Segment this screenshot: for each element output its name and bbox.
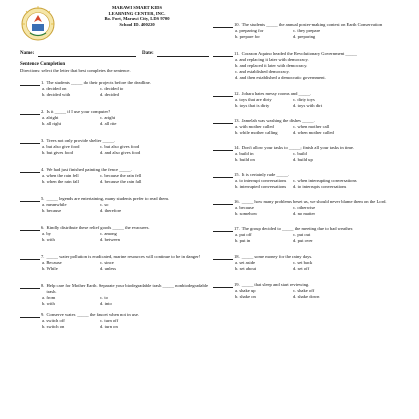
answer-option[interactable]: c. because the rain fell [100, 173, 142, 178]
question-number: 1. [41, 80, 45, 85]
question-item [213, 226, 403, 244]
question-number: 3. [41, 138, 45, 143]
answer-option[interactable]: b. switch on [42, 324, 65, 329]
question-number: 16. [234, 199, 240, 204]
question-number: 5. [41, 196, 45, 201]
question-item [213, 145, 403, 163]
school-address-line: Bo. Fort, Marawi City, LDS 9700 [104, 16, 170, 22]
answer-option[interactable]: b. but gives food [42, 150, 73, 155]
question-number: 6. [41, 225, 45, 230]
answer-option[interactable]: b. all right [42, 121, 62, 126]
answer-option[interactable]: a. decided on [42, 86, 67, 91]
question-stem [20, 283, 212, 295]
date-line[interactable] [157, 56, 209, 57]
answer-options [213, 57, 403, 81]
question-number: 10. [234, 22, 240, 27]
question-item [213, 22, 403, 40]
answer-option[interactable]: b. while mother calling [235, 130, 278, 135]
question-number: 15. [234, 172, 240, 177]
answer-blank[interactable] [213, 254, 233, 260]
answer-option[interactable]: c. build [293, 151, 307, 156]
answer-option[interactable]: d. and also gives food [100, 150, 141, 155]
question-item [213, 91, 403, 109]
answer-option[interactable]: d. unless [100, 266, 117, 271]
answer-option[interactable]: b. because [42, 208, 62, 213]
answer-option[interactable]: d. set off [293, 266, 310, 271]
answer-option[interactable]: a. preparing for [235, 28, 264, 33]
question-text: The group decided to _____ the meeting due to bad weather. [241, 226, 354, 231]
answer-blank[interactable] [213, 282, 233, 288]
question-number: 17. [234, 226, 240, 231]
answer-option[interactable]: c. aright [100, 115, 116, 120]
answer-option[interactable]: d. because the rain fall [100, 179, 142, 184]
name-label: Name: [20, 51, 35, 56]
answer-option[interactable]: b. set about [235, 266, 257, 271]
question-text: _____ water pollution is eradicated, marine resources will continue to be in danger! [46, 254, 201, 259]
answer-option[interactable]: c. when interrupting conversations [293, 178, 357, 183]
answer-option[interactable]: a. but also give food [42, 144, 80, 149]
answer-option[interactable]: c. and established democracy. [235, 69, 290, 74]
answer-option[interactable]: d. between [100, 237, 120, 242]
answer-blank[interactable] [213, 91, 233, 97]
answer-option[interactable]: d. no matter [293, 211, 316, 216]
answer-option[interactable]: a. because [235, 205, 254, 210]
answer-option[interactable]: a. Because [42, 260, 62, 265]
question-text: _____ how many problems beset us, we should never blame them on the Lord. [241, 199, 387, 204]
answer-blank[interactable] [20, 312, 40, 318]
answer-option[interactable]: b. toys that is dirty [235, 103, 270, 108]
question-text: It is certainly rude _____. [241, 172, 290, 177]
answer-option[interactable]: d. preparing [293, 34, 316, 39]
question-number: 13. [234, 118, 240, 123]
answer-option[interactable]: d. all rite [100, 121, 117, 126]
answer-options [213, 178, 403, 190]
answer-blank[interactable] [213, 22, 233, 28]
answer-option[interactable]: b. prepare for [235, 34, 260, 39]
question-text: The students _____ do their projects before the deadline. [46, 80, 151, 85]
answer-option[interactable]: d. put over [293, 238, 313, 243]
question-number: 9. [41, 312, 45, 317]
answer-option[interactable]: a. and replacing it later with democracy. [235, 57, 309, 62]
question-number: 14. [234, 145, 240, 150]
question-number: 12. [234, 91, 240, 96]
question-text: Trees not only provide shelter _____. [46, 138, 116, 143]
answer-blank[interactable] [20, 196, 40, 202]
question-text: The students _____ the annual poster-making contest on Earth Conservation [241, 22, 383, 27]
answer-option[interactable]: c. otherwise [293, 205, 316, 210]
school-id-line: School ID. 400220 [119, 21, 155, 27]
answer-options [213, 124, 403, 136]
answer-option[interactable]: c. so [100, 202, 109, 207]
answer-option[interactable]: d. into [100, 301, 112, 306]
date-label: Date: [142, 51, 154, 56]
question-number: 11. [234, 51, 240, 56]
question-text: Corazon Aquino headed the Revolutionary Government _____ [241, 51, 357, 56]
question-text: Help care for Mother Earth. Separate your biodegradable trash _____ nonbiodegradable trash. [46, 283, 209, 294]
section-title: Sentence Completion [20, 62, 66, 67]
question-item [20, 109, 212, 127]
left-column [20, 62, 212, 330]
question-text: Jamelah was washing the dishes _____. [241, 118, 315, 123]
answer-option[interactable]: c. decided to [100, 86, 124, 91]
answer-option[interactable]: b. shake on [235, 294, 256, 299]
answer-option[interactable]: b. interrupted conversations [235, 184, 287, 189]
answer-option[interactable]: c. since [100, 260, 114, 265]
answer-options [213, 151, 403, 163]
answer-option[interactable]: b. somehow [235, 211, 258, 216]
question-text: Johara hates messy rooms and _____. [241, 91, 312, 96]
school-name-line: LEARNING CENTER, INC. [108, 10, 166, 16]
answer-options [213, 260, 403, 272]
answer-option[interactable]: d. and then established a democratic government. [235, 75, 326, 80]
name-line[interactable] [38, 56, 136, 57]
question-item [20, 225, 212, 243]
question-text: _____ some money for the rainy days. [241, 254, 313, 259]
answer-option[interactable]: d. toys with dirt [293, 103, 323, 108]
answer-option[interactable]: c. put out [293, 232, 311, 237]
question-text: Kindly distribute these relief goods _____ the evacuees. [46, 225, 150, 230]
answer-option[interactable]: b. when the rain fall [42, 179, 79, 184]
answer-options [20, 318, 212, 330]
question-item [213, 51, 403, 81]
answer-option[interactable]: c. among [100, 231, 117, 236]
answer-blank[interactable] [20, 254, 40, 260]
answer-blank[interactable] [213, 226, 233, 232]
answer-options [213, 28, 403, 40]
answer-options [20, 144, 212, 156]
school-header [62, 5, 212, 27]
answer-options [20, 202, 212, 214]
answer-blank[interactable] [213, 118, 233, 124]
answer-option[interactable]: b. put in [235, 238, 251, 243]
answer-option[interactable]: a. with mother called [235, 124, 274, 129]
answer-blank[interactable] [20, 283, 40, 289]
answer-options [20, 115, 212, 127]
school-logo-icon [20, 5, 56, 43]
right-column [213, 22, 403, 300]
answer-option[interactable]: d. to interrupts conversations [293, 184, 347, 189]
answer-options [213, 205, 403, 217]
question-item [20, 80, 212, 98]
answer-option[interactable]: d. turn on [100, 324, 118, 329]
answer-option[interactable]: a. from [42, 295, 56, 300]
answer-option[interactable]: a. meanwhile [42, 202, 67, 207]
answer-option[interactable]: c. they prepare [293, 28, 321, 33]
question-item [20, 167, 212, 185]
answer-option[interactable]: c. set back [293, 260, 313, 265]
answer-options [213, 288, 403, 300]
question-item [20, 254, 212, 272]
answer-option[interactable]: b. with [42, 237, 55, 242]
answer-option[interactable]: a. when the rain fell [42, 173, 79, 178]
answer-option[interactable]: a. alright [42, 115, 59, 120]
answer-option[interactable]: a. toys that are dirty [235, 97, 272, 102]
question-item [213, 172, 403, 190]
question-item [20, 196, 212, 214]
answer-blank[interactable] [20, 167, 40, 173]
question-text: _____ that sleep and start reviewing. [241, 282, 310, 287]
answer-option[interactable]: c. but also gives food [100, 144, 140, 149]
answer-options [213, 232, 403, 244]
answer-option[interactable]: a. to interrupt conversations [235, 178, 287, 183]
answer-blank[interactable] [213, 172, 233, 178]
answer-option[interactable]: a. switch off [42, 318, 65, 323]
question-number: 2. [41, 109, 45, 114]
answer-option[interactable]: c. dirty toys [293, 97, 315, 102]
answer-option[interactable]: b. with [42, 301, 55, 306]
answer-option[interactable]: a. put off [235, 232, 252, 237]
question-number: 19. [234, 282, 240, 287]
question-text: _____ legends are entertaining, many students prefer to read them. [46, 196, 170, 201]
question-text: We had just finished painting the fence _____. [46, 167, 132, 172]
answer-option[interactable]: c. when mother call [293, 124, 330, 129]
answer-option[interactable]: d. when mother called [293, 130, 334, 135]
question-text: Conserve water. _____ the faucet when not in use. [46, 312, 140, 317]
answer-option[interactable]: d. decided [100, 92, 119, 97]
answer-option[interactable]: a. shake up [235, 288, 256, 293]
answer-option[interactable]: b. and replaced it later with democracy. [235, 63, 308, 68]
question-number: 4. [41, 167, 45, 172]
question-item [213, 118, 403, 136]
question-number: 7. [41, 254, 45, 259]
answer-blank[interactable] [20, 225, 40, 231]
answer-option[interactable]: d. shake down [293, 294, 320, 299]
answer-option[interactable]: b. While [42, 266, 58, 271]
answer-option[interactable]: b. decided with [42, 92, 71, 97]
answer-blank[interactable] [20, 109, 40, 115]
answer-blank[interactable] [20, 138, 40, 144]
answer-options [20, 295, 212, 307]
answer-blank[interactable] [213, 51, 233, 57]
question-number: 18. [234, 254, 240, 259]
answer-options [20, 260, 212, 272]
answer-blank[interactable] [213, 199, 233, 205]
question-text: Is it _____ if I use your computer? [46, 109, 111, 114]
answer-option[interactable]: a. build in [235, 151, 254, 156]
question-item [213, 199, 403, 217]
answer-options [20, 173, 212, 185]
question-text: Don't allow your tasks to _____; finish all your tasks in time. [241, 145, 355, 150]
question-item [213, 254, 403, 272]
question-number: 8. [41, 283, 45, 288]
question-item [213, 282, 403, 300]
answer-option[interactable]: d. therefore [100, 208, 122, 213]
answer-options [213, 97, 403, 109]
answer-blank[interactable] [213, 145, 233, 151]
answer-options [20, 231, 212, 243]
answer-option[interactable]: d. build up [293, 157, 313, 162]
school-name-line: MARAWI SMART KIDS [111, 5, 163, 10]
answer-blank[interactable] [20, 80, 40, 86]
answer-option[interactable]: a. set aside [235, 260, 256, 265]
answer-option[interactable]: b. build on [235, 157, 255, 162]
answer-option[interactable]: c. shake off [293, 288, 315, 293]
question-item [20, 283, 212, 307]
answer-option[interactable]: c. to [100, 295, 108, 300]
question-item [20, 138, 212, 156]
question-item [20, 312, 212, 330]
answer-options [20, 86, 212, 98]
directions-text: Directions: select the letter that best completes the sentence. [20, 68, 131, 73]
answer-option[interactable]: a. by [42, 231, 51, 236]
answer-option[interactable]: c. turn off [100, 318, 119, 323]
